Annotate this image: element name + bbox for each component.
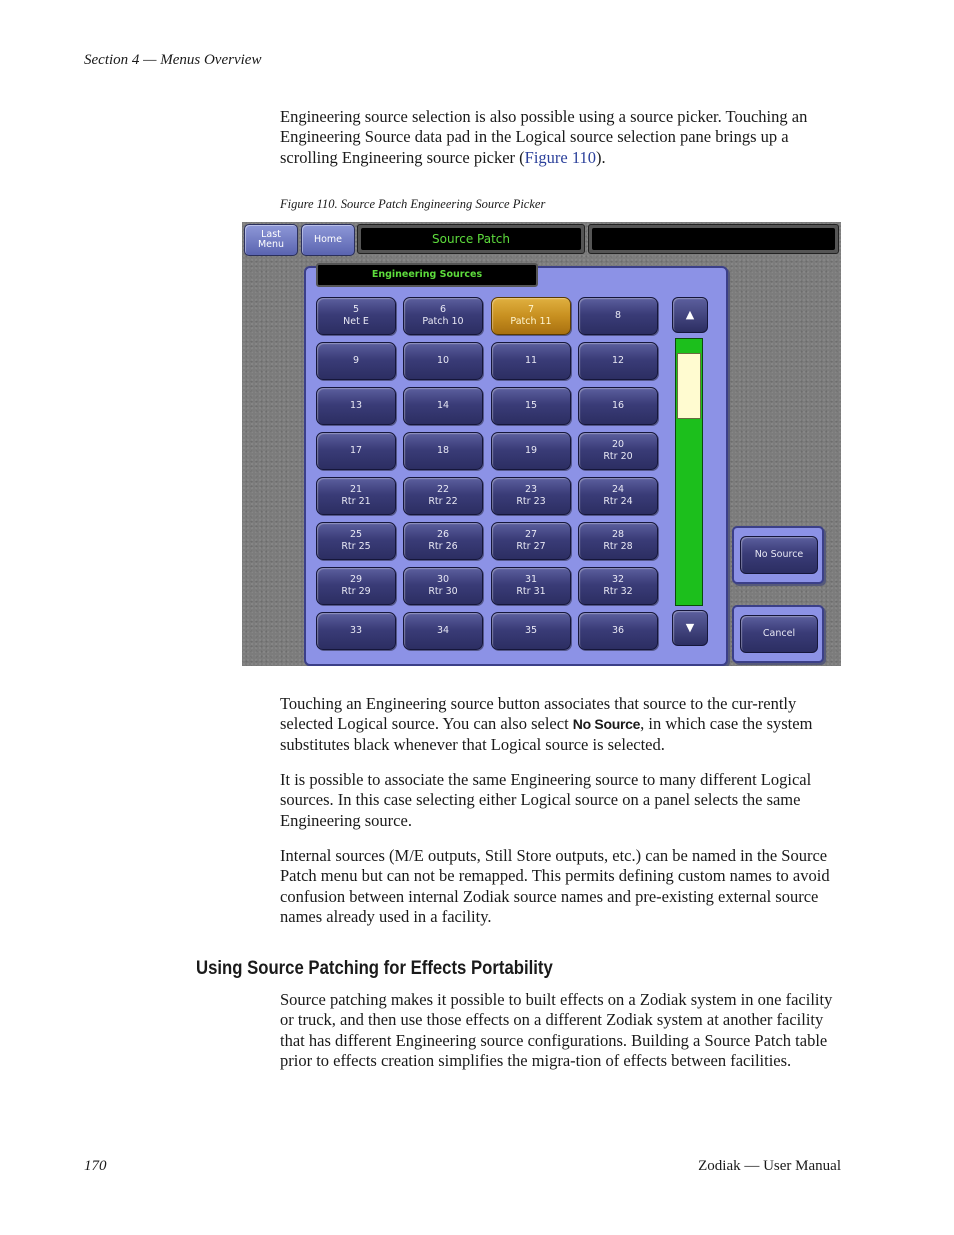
engineering-sources-title: Engineering Sources (316, 263, 538, 287)
up-arrow-icon: ▲ (685, 308, 695, 321)
source-button-21[interactable] (316, 477, 396, 515)
down-arrow-icon: ▼ (685, 621, 695, 634)
source-number: 34 (436, 625, 450, 636)
running-header: Section 4 — Menus Overview (84, 52, 262, 68)
section-heading: Using Source Patching for Effects Portability (196, 958, 553, 979)
source-name: Rtr 26 (428, 541, 458, 552)
source-number: 15 (524, 400, 538, 411)
source-name: Rtr 20 (603, 451, 633, 462)
source-number: 33 (349, 625, 363, 636)
no-source-term: No Source (572, 716, 641, 733)
last-menu-button[interactable]: Last Menu (244, 224, 298, 256)
source-number: 6 (439, 304, 447, 315)
scroll-up-button[interactable] (672, 297, 708, 333)
source-number: 23 (524, 484, 538, 495)
source-button-6[interactable] (403, 297, 483, 335)
source-button-11[interactable] (491, 342, 571, 380)
source-button-9[interactable] (316, 342, 396, 380)
page-number: 170 (84, 1158, 107, 1174)
source-button-26[interactable] (403, 522, 483, 560)
source-number: 27 (524, 529, 538, 540)
intro-paragraph (280, 107, 842, 168)
manual-title: Zodiak — User Manual (698, 1158, 841, 1174)
source-name: Rtr 24 (603, 496, 633, 507)
scrollbar-track[interactable] (675, 338, 703, 606)
source-button-30[interactable] (403, 567, 483, 605)
source-name: Rtr 21 (341, 496, 371, 507)
paragraph-portability: Source patching makes it possible to built effects on a Zodiak system in one facility or truck, and then use those effects on a different Zodiak system at another facility that has different Engineering source configurations. Building a Source Patch table prior to effects creation simplifies the migra-tion of effects between facilities. (280, 990, 833, 1070)
menu-title: Source Patch (361, 228, 581, 250)
source-button-14[interactable] (403, 387, 483, 425)
para1-text: Touching an Engineering source button associates that source to the cur-rently selected Logical source. You can also select (280, 694, 797, 734)
source-button-5[interactable] (316, 297, 396, 335)
source-number: 8 (614, 310, 622, 321)
source-name: Rtr 31 (516, 586, 546, 597)
source-button-33[interactable] (316, 612, 396, 650)
source-number: 24 (611, 484, 625, 495)
menu-title-field (357, 224, 585, 254)
source-number: 36 (611, 625, 625, 636)
source-button-12[interactable] (578, 342, 658, 380)
figure-caption: Figure 110. Source Patch Engineering Source Picker (280, 197, 546, 211)
source-number: 12 (611, 355, 625, 366)
source-number: 29 (349, 574, 363, 585)
source-number: 32 (611, 574, 625, 585)
source-number: 21 (349, 484, 363, 495)
source-name: Rtr 27 (516, 541, 546, 552)
source-button-15[interactable] (491, 387, 571, 425)
source-button-7[interactable] (491, 297, 571, 335)
source-button-25[interactable] (316, 522, 396, 560)
source-button-10[interactable] (403, 342, 483, 380)
source-button-36[interactable] (578, 612, 658, 650)
scrollbar-thumb[interactable] (677, 353, 701, 419)
source-button-20[interactable] (578, 432, 658, 470)
paragraph-associate (280, 694, 842, 755)
source-number: 5 (352, 304, 360, 315)
source-name: Net E (343, 316, 369, 327)
source-number: 17 (349, 445, 363, 456)
source-number: 31 (524, 574, 538, 585)
source-name: Rtr 23 (516, 496, 546, 507)
source-button-35[interactable] (491, 612, 571, 650)
source-button-34[interactable] (403, 612, 483, 650)
source-picker-screenshot (242, 222, 841, 666)
no-source-panel (732, 526, 824, 584)
source-name: Rtr 25 (341, 541, 371, 552)
source-number: 20 (611, 439, 625, 450)
source-number: 10 (436, 355, 450, 366)
source-number: 28 (611, 529, 625, 540)
source-name: Rtr 28 (603, 541, 633, 552)
home-button[interactable]: Home (301, 224, 355, 256)
source-button-22[interactable] (403, 477, 483, 515)
source-button-8[interactable] (578, 297, 658, 335)
para1-after: , in which case the system substitutes black whenever that Logical source is selected. (280, 714, 813, 754)
source-number: 19 (524, 445, 538, 456)
source-number: 22 (436, 484, 450, 495)
cancel-panel (732, 605, 824, 663)
source-button-28[interactable] (578, 522, 658, 560)
source-button-31[interactable] (491, 567, 571, 605)
paragraph-internal-sources: Internal sources (M/E outputs, Still Store outputs, etc.) can be named in the Source Patch menu but can not be remapped. This permits defining custom names to avoid confusion between internal Zodiak source names and pre-existing external source names already used in a facility. (280, 846, 830, 926)
source-name: Rtr 32 (603, 586, 633, 597)
source-name: Patch 10 (422, 316, 464, 327)
intro-after: ). (596, 147, 606, 167)
source-button-23[interactable] (491, 477, 571, 515)
source-button-13[interactable] (316, 387, 396, 425)
cancel-button[interactable]: Cancel (740, 615, 818, 653)
source-number: 18 (436, 445, 450, 456)
scroll-down-button[interactable] (672, 610, 708, 646)
source-name: Patch 11 (510, 316, 552, 327)
status-field (588, 224, 839, 254)
source-button-16[interactable] (578, 387, 658, 425)
source-name: Rtr 29 (341, 586, 371, 597)
no-source-button[interactable]: No Source (740, 536, 818, 574)
paragraph-same-source: It is possible to associate the same Engineering source to many different Logical sources. In this case selecting either Logical source on a panel selects the same Engineering source. (280, 770, 812, 830)
source-button-19[interactable] (491, 432, 571, 470)
source-button-17[interactable] (316, 432, 396, 470)
source-number: 26 (436, 529, 450, 540)
source-name: Rtr 30 (428, 586, 458, 597)
status-text (592, 228, 835, 250)
intro-text: Engineering source selection is also possible using a source picker. Touching an Engineering Source data pad in the Logical source selection pane brings up a scrolling Engineering source picker ( (280, 107, 808, 167)
source-number: 14 (436, 400, 450, 411)
source-button-27[interactable] (491, 522, 571, 560)
source-button-24[interactable] (578, 477, 658, 515)
source-number: 9 (352, 355, 360, 366)
source-number: 30 (436, 574, 450, 585)
source-number: 11 (524, 355, 538, 366)
source-number: 13 (349, 400, 363, 411)
source-button-29[interactable] (316, 567, 396, 605)
source-button-32[interactable] (578, 567, 658, 605)
source-number: 35 (524, 625, 538, 636)
source-name: Rtr 22 (428, 496, 458, 507)
source-number: 25 (349, 529, 363, 540)
source-number: 7 (527, 304, 535, 315)
source-number: 16 (611, 400, 625, 411)
figure-link[interactable]: Figure 110 (524, 147, 597, 167)
source-button-18[interactable] (403, 432, 483, 470)
